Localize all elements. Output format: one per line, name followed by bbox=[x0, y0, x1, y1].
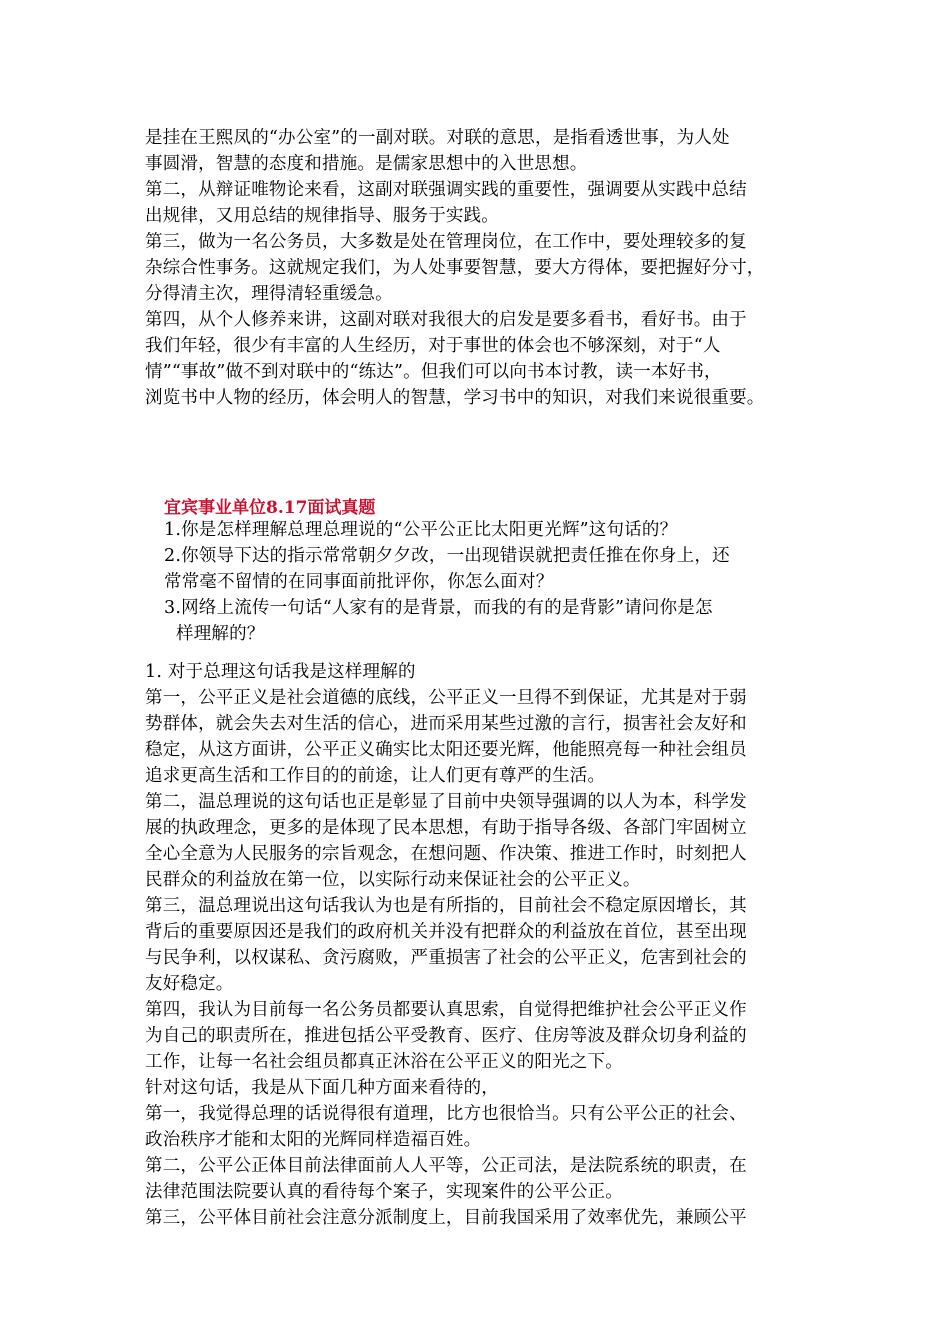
answer-line: 法律范围法院要认真的看待每个案子，实现案件的公平公正。 bbox=[145, 1182, 623, 1202]
paragraph-line: 出规律，又用总结的规律指导、服务于实践。 bbox=[145, 206, 499, 226]
section-title: 宜宾事业单位8.17面试真题 bbox=[164, 498, 376, 518]
paragraph-line: 是挂在王熙凤的“办公室”的一副对联。对联的意思，是指看透世事，为人处 bbox=[145, 128, 730, 148]
paragraph-line: 浏览书中人物的经历，体会明人的智慧，学习书中的知识，对我们来说很重要。 bbox=[145, 388, 765, 408]
answer-line: 全心全意为人民服务的宗旨观念，在想问题、作决策、推进工作时，时刻把人 bbox=[145, 844, 747, 864]
answer-line: 针对这句话，我是从下面几种方面来看待的， bbox=[145, 1078, 499, 1098]
answer-line: 民群众的利益放在第一位，以实际行动来保证社会的公平正义。 bbox=[145, 870, 641, 890]
paragraph-line: 事圆滑，智慧的态度和措施。是儒家思想中的入世思想。 bbox=[145, 154, 588, 174]
answer-line: 与民争利，以权谋私、贪污腐败，严重损害了社会的公平正义，危害到社会的 bbox=[145, 948, 747, 968]
answer-line: 第四，我认为目前每一名公务员都要认真思索，自觉得把维护社会公平正义作 bbox=[145, 1000, 747, 1020]
answer-line: 第二，公平公正体目前法律面前人人平等，公正司法，是法院系统的职责，在 bbox=[145, 1156, 747, 1176]
answer-line: 稳定，从这方面讲，公平正义确实比太阳还要光辉，他能照亮每一种社会组员 bbox=[145, 740, 747, 760]
answer-line: 第三，温总理说出这句话我认为也是有所指的，目前社会不稳定原因增长，其 bbox=[145, 896, 747, 916]
paragraph-line: 第三，做为一名公务员，大多数是处在管理岗位，在工作中，要处理较多的复 bbox=[145, 232, 747, 252]
question-line: 常常毫不留情的在同事面前批评你，你怎么面对？ bbox=[164, 572, 554, 592]
answer-line: 政治秩序才能和太阳的光辉同样造福百姓。 bbox=[145, 1130, 482, 1150]
answer-line: 背后的重要原因还是我们的政府机关并没有把群众的利益放在首位，甚至出现 bbox=[145, 922, 747, 942]
answer-line: 工作，让每一名社会组员都真正沐浴在公平正义的阳光之下。 bbox=[145, 1052, 623, 1072]
question-line: 1.你是怎样理解总理总理说的“公平公正比太阳更光辉”这句话的？ bbox=[164, 520, 678, 540]
paragraph-line: 情”“事故”做不到对联中的“练达”。但我们可以向书本讨教，读一本好书， bbox=[145, 362, 722, 382]
answer-line: 第三，公平体目前社会注意分派制度上，目前我国采用了效率优先，兼顾公平 bbox=[145, 1208, 747, 1228]
question-line: 3.网络上流传一句话“人家有的是背景，而我的有的是背影”请问你是怎 bbox=[164, 598, 713, 618]
answer-line: 展的执政理念，更多的是体现了民本思想，有助于指导各级、各部门牢固树立 bbox=[145, 818, 747, 838]
answer-line: 追求更高生活和工作目的的前途，让人们更有尊严的生活。 bbox=[145, 766, 606, 786]
paragraph-line: 第四，从个人修养来讲，这副对联对我很大的启发是要多看书，看好书。由于 bbox=[145, 310, 747, 330]
answer-line: 友好稳定。 bbox=[145, 974, 234, 994]
paragraph-line: 杂综合性事务。这就规定我们，为人处事要智慧，要大方得体，要把握好分寸， bbox=[145, 258, 765, 278]
answer-line: 为自己的职责所在，推进包括公平受教育、医疗、住房等波及群众切身利益的 bbox=[145, 1026, 747, 1046]
paragraph-line: 我们年轻，很少有丰富的人生经历，对于事世的体会也不够深刻，对于“人 bbox=[145, 336, 721, 356]
answer-line: 第一，我觉得总理的话说得很有道理，比方也很恰当。只有公平公正的社会、 bbox=[145, 1104, 747, 1124]
answer-line: 势群体，就会失去对生活的信心，进而采用某些过激的言行，损害社会友好和 bbox=[145, 714, 747, 734]
answer-line: 第二，温总理说的这句话也正是彰显了目前中央领导强调的以人为本，科学发 bbox=[145, 792, 747, 812]
question-line: 2.你领导下达的指示常常朝夕夕改，一出现错误就把责任推在你身上，还 bbox=[164, 546, 730, 566]
paragraph-line: 分得清主次，理得清轻重缓急。 bbox=[145, 284, 393, 304]
answer-line: 1. 对于总理这句话我是这样理解的 bbox=[145, 662, 416, 682]
answer-line: 第一，公平正义是社会道德的底线，公平正义一旦得不到保证，尤其是对于弱 bbox=[145, 688, 747, 708]
paragraph-line: 第二，从辩证唯物论来看，这副对联强调实践的重要性，强调要从实践中总结 bbox=[145, 180, 747, 200]
question-line: 样理解的？ bbox=[176, 624, 265, 644]
